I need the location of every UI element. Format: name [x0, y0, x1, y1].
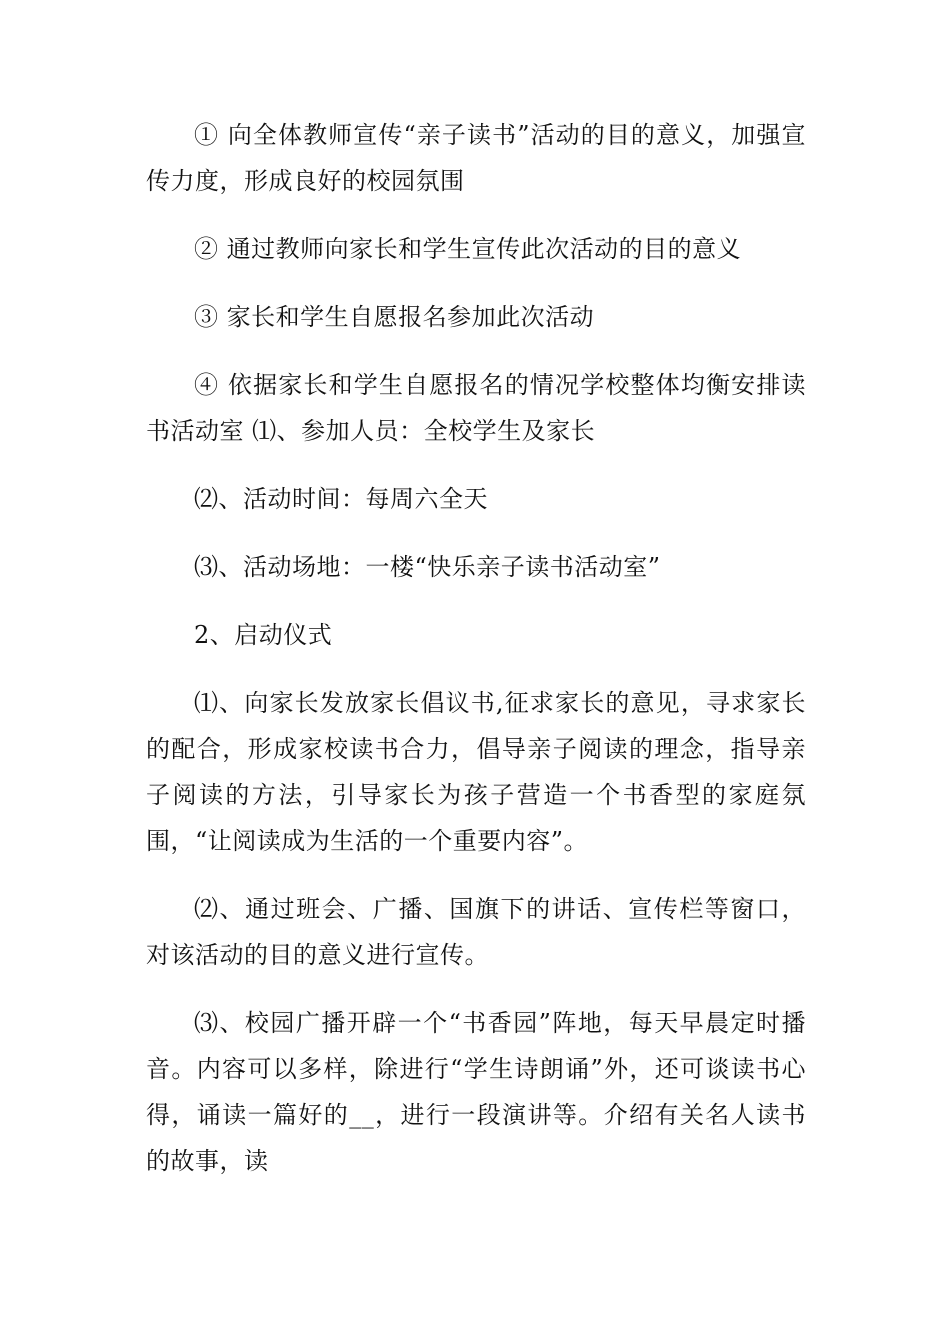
paragraph-4: ④ 依据家长和学生自愿报名的情况学校整体均衡安排读书活动室 ⑴、参加人员：全校学生及家长 [146, 371, 806, 445]
paragraph-9: ⑵、通过班会、广播、国旗下的讲话、宣传栏等窗口，对该活动的目的意义进行宣传。 [146, 895, 806, 969]
document-body [146, 112, 806, 1206]
paragraph-1: ① 向全体教师宣传“亲子读书”活动的目的意义，加强宣传力度，形成良好的校园氛围 [146, 121, 806, 195]
paragraph-6: ⑶、活动场地：一楼“快乐亲子读书活动室” [194, 553, 661, 581]
paragraph-3: ③ 家长和学生自愿报名参加此次活动 [194, 303, 595, 331]
paragraph-5: ⑵、活动时间：每周六全天 [194, 485, 488, 513]
paragraph-10: ⑶、校园广播开辟一个“书香园”阵地，每天早晨定时播音。内容可以多样，除进行“学生诗朗诵”外，还可谈读书心得，诵读一篇好的__，进行一段演讲等。介绍有关名人读书的故事，读 [146, 1009, 806, 1175]
paragraph-8: ⑴、向家长发放家长倡议书,征求家长的意见，寻求家长的配合，形成家校读书合力，倡导亲子阅读的理念，指导亲子阅读的方法，引导家长为孩子营造一个书香型的家庭氛围，“让阅读成为生活的一个重要内容”。 [146, 689, 806, 855]
paragraph-7: 2、启动仪式 [194, 621, 333, 649]
paragraph-2: ② 通过教师向家长和学生宣传此次活动的目的意义 [194, 235, 742, 263]
